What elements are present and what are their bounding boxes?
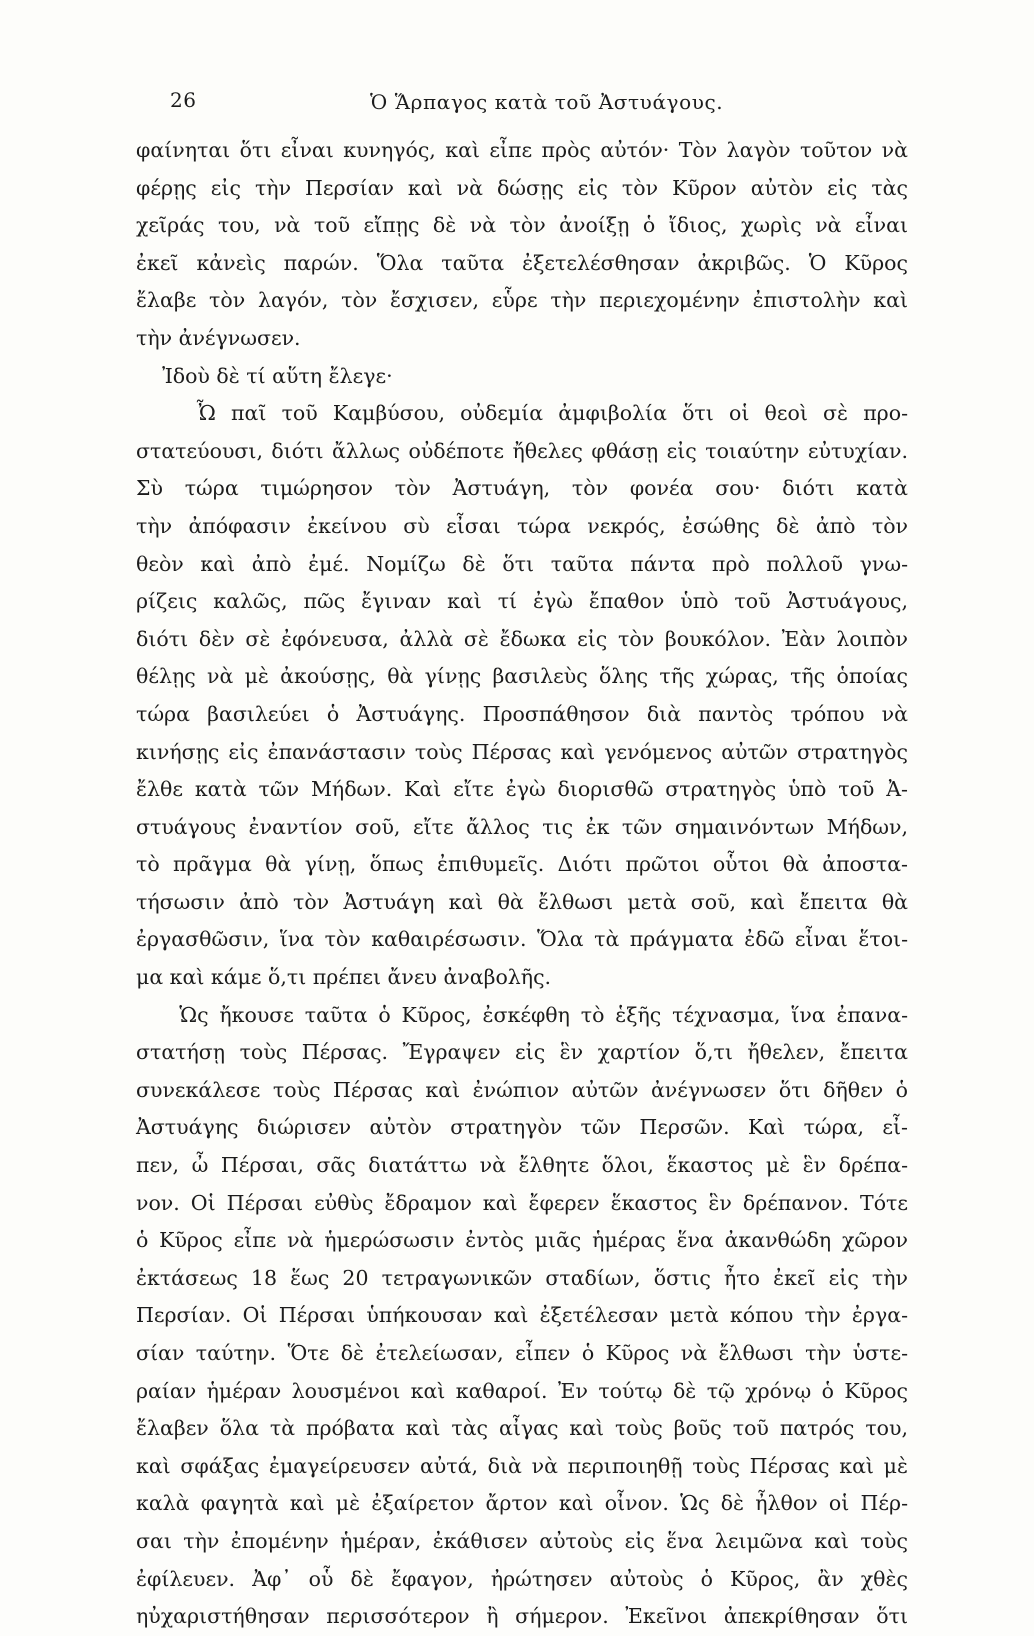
page-header — [170, 82, 910, 122]
text-line: ηὐχαριστήθησαν περισσότερον ἢ σήμερον. Ἐκεῖνοι ἀπεκρίθησαν ὅτι — [136, 1604, 908, 1629]
text-line: τὴν ἀνέγνωσεν. — [136, 325, 301, 350]
running-title: Ὁ Ἅρπαγος κατὰ τοῦ Ἀστυάγους. — [370, 90, 724, 114]
text-line: ἔλαβε τὸν λαγόν, τὸν ἔσχισεν, εὗρε τὴν περιεχομένην ἐπιστολὴν καὶ — [136, 288, 908, 313]
text-line: θεὸν καὶ ἀπὸ ἐμέ. Νομίζω δὲ ὅτι ταῦτα πάντα πρὸ πολλοῦ γνω- — [136, 551, 908, 576]
text-line: στατήσῃ τοὺς Πέρσας. Ἔγραψεν εἰς ἓν χαρτίον ὅ,τι ἤθελεν, ἔπειτα — [136, 1040, 908, 1065]
text-line: νον. Οἱ Πέρσαι εὐθὺς ἔδραμον καὶ ἔφερεν ἕκαστος ἓν δρέπανον. Τότε — [136, 1190, 908, 1215]
text-line: ἔλθε κατὰ τῶν Μήδων. Καὶ εἴτε ἐγὼ διορισθῶ στρατηγὸς ὑπὸ τοῦ Ἀ- — [136, 777, 908, 802]
text-line: μα καὶ κάμε ὅ,τι πρέπει ἄνευ ἀναβολῆς. — [136, 965, 552, 990]
text-line: Ἰδοὺ δὲ τί αὕτη ἔλεγε· — [136, 363, 393, 388]
text-line: συνεκάλεσε τοὺς Πέρσας καὶ ἐνώπιον αὐτῶν ἀνέγνωσεν ὅτι δῆθεν ὁ — [136, 1077, 908, 1102]
text-line: ἔλαβεν ὅλα τὰ πρόβατα καὶ τὰς αἶγας καὶ τοὺς βοῦς τοῦ πατρός του, — [136, 1416, 908, 1441]
text-line: ἐκεῖ κἀνεὶς παρών. Ὅλα ταῦτα ἐξετελέσθησαν ἀκριβῶς. Ὁ Κῦρος — [136, 250, 908, 275]
text-line: τὴν ἀπόφασιν ἐκείνου σὺ εἶσαι τώρα νεκρός, ἐσώθης δὲ ἀπὸ τὸν — [136, 513, 908, 538]
text-line: τὸ πρᾶγμα θὰ γίνῃ, ὅπως ἐπιθυμεῖς. Διότι πρῶτοι οὗτοι θὰ ἀποστα- — [136, 852, 908, 877]
text-line: Περσίαν. Οἱ Πέρσαι ὑπήκουσαν καὶ ἐξετέλεσαν μετὰ κόπου τὴν ἐργα- — [136, 1303, 908, 1328]
text-line: φέρῃς εἰς τὴν Περσίαν καὶ νὰ δώσῃς εἰς τὸν Κῦρον αὐτὸν εἰς τὰς — [136, 175, 908, 200]
text-line: Σὺ τώρα τιμώρησον τὸν Ἀστυάγη, τὸν φονέα σου· διότι κατὰ — [136, 476, 908, 501]
text-line: πεν, ὦ Πέρσαι, σᾶς διατάττω νὰ ἔλθητε ὅλοι, ἕκαστος μὲ ἓν δρέπα- — [136, 1153, 908, 1178]
text-line: σαι τὴν ἐπομένην ἡμέραν, ἐκάθισεν αὐτοὺς εἰς ἕνα λειμῶνα καὶ τοὺς — [136, 1528, 908, 1553]
text-line: Ὦ παῖ τοῦ Καμβύσου, οὐδεμία ἀμφιβολία ὅτι οἱ θεοὶ σὲ προ- — [136, 401, 908, 426]
text-line: σίαν ταύτην. Ὅτε δὲ ἐτελείωσαν, εἶπεν ὁ Κῦρος νὰ ἔλθωσι τὴν ὑστε- — [136, 1341, 908, 1365]
text-line: διότι δὲν σὲ ἐφόνευσα, ἀλλὰ σὲ ἔδωκα εἰς τὸν βουκόλον. Ἐὰν λοιπὸν — [136, 626, 908, 651]
text-line: ὁ Κῦρος εἶπε νὰ ἡμερώσωσιν ἐντὸς μιᾶς ἡμέρας ἕνα ἀκανθώδη χῶρον — [136, 1228, 908, 1253]
text-line: ἐκτάσεως 18 ἕως 20 τετραγωνικῶν σταδίων, ὅστις ἦτο ἐκεῖ εἰς τὴν — [136, 1265, 908, 1290]
page-number: 26 — [170, 88, 197, 112]
text-line: καλὰ φαγητὰ καὶ μὲ ἐξαίρετον ἄρτον καὶ οἶνον. Ὡς δὲ ἦλθον οἱ Πέρ- — [136, 1491, 908, 1516]
text-line: στατεύουσι, διότι ἄλλως οὐδέποτε ἤθελες φθάσῃ εἰς τοιαύτην εὐτυχίαν. — [136, 438, 908, 463]
text-line: στυάγους ἐναντίον σοῦ, εἴτε ἄλλος τις ἐκ τῶν σημαινόντων Μήδων, — [136, 814, 908, 839]
text-line: Ἀστυάγης διώρισεν αὐτὸν στρατηγὸν τῶν Περσῶν. Καὶ τώρα, εἶ- — [136, 1115, 908, 1140]
text-line: τήσωσιν ἀπὸ τὸν Ἀστυάγη καὶ θὰ ἔλθωσι μετὰ σοῦ, καὶ ἔπειτα θὰ — [136, 889, 908, 914]
text-line: θέλῃς νὰ μὲ ἀκούσῃς, θὰ γίνῃς βασιλεὺς ὅλης τῆς χώρας, τῆς ὁποίας — [136, 664, 908, 689]
body-text — [136, 132, 908, 1636]
text-line: Ὡς ἤκουσε ταῦτα ὁ Κῦρος, ἐσκέφθη τὸ ἑξῆς τέχνασμα, ἵνα ἐπανα- — [136, 1002, 908, 1027]
text-line: φαίνηται ὅτι εἶναι κυνηγός, καὶ εἶπε πρὸς αὐτόν· Τὸν λαγὸν τοῦτον νὰ — [136, 138, 908, 162]
text-line: τώρα βασιλεύει ὁ Ἀστυάγης. Προσπάθησον διὰ παντὸς τρόπου νὰ — [136, 701, 908, 726]
text-line: ραίαν ἡμέραν λουσμένοι καὶ καθαροί. Ἐν τούτῳ δὲ τῷ χρόνῳ ὁ Κῦρος — [136, 1378, 908, 1403]
text-line: ἐργασθῶσιν, ἵνα τὸν καθαιρέσωσιν. Ὅλα τὰ πράγματα ἐδῶ εἶναι ἕτοι- — [136, 927, 908, 952]
text-line: ρίζεις καλῶς, πῶς ἔγιναν καὶ τί ἐγὼ ἔπαθον ὑπὸ τοῦ Ἀστυάγους, — [136, 589, 908, 614]
text-line: κινήσῃς εἰς ἐπανάστασιν τοὺς Πέρσας καὶ γενόμενος αὐτῶν στρατηγὸς — [136, 739, 908, 764]
text-line: καὶ σφάξας ἐμαγείρευσεν αὐτά, διὰ νὰ περιποιηθῇ τοὺς Πέρσας καὶ μὲ — [136, 1453, 908, 1478]
text-line: χεῖράς του, νὰ τοῦ εἴπῃς δὲ νὰ τὸν ἀνοίξῃ ὁ ἴδιος, χωρὶς νὰ εἶναι — [136, 213, 908, 238]
text-line: ἐφίλευεν. Ἀφ᾽ οὗ δὲ ἔφαγον, ἠρώτησεν αὐτοὺς ὁ Κῦρος, ἂν χθὲς — [136, 1566, 908, 1591]
